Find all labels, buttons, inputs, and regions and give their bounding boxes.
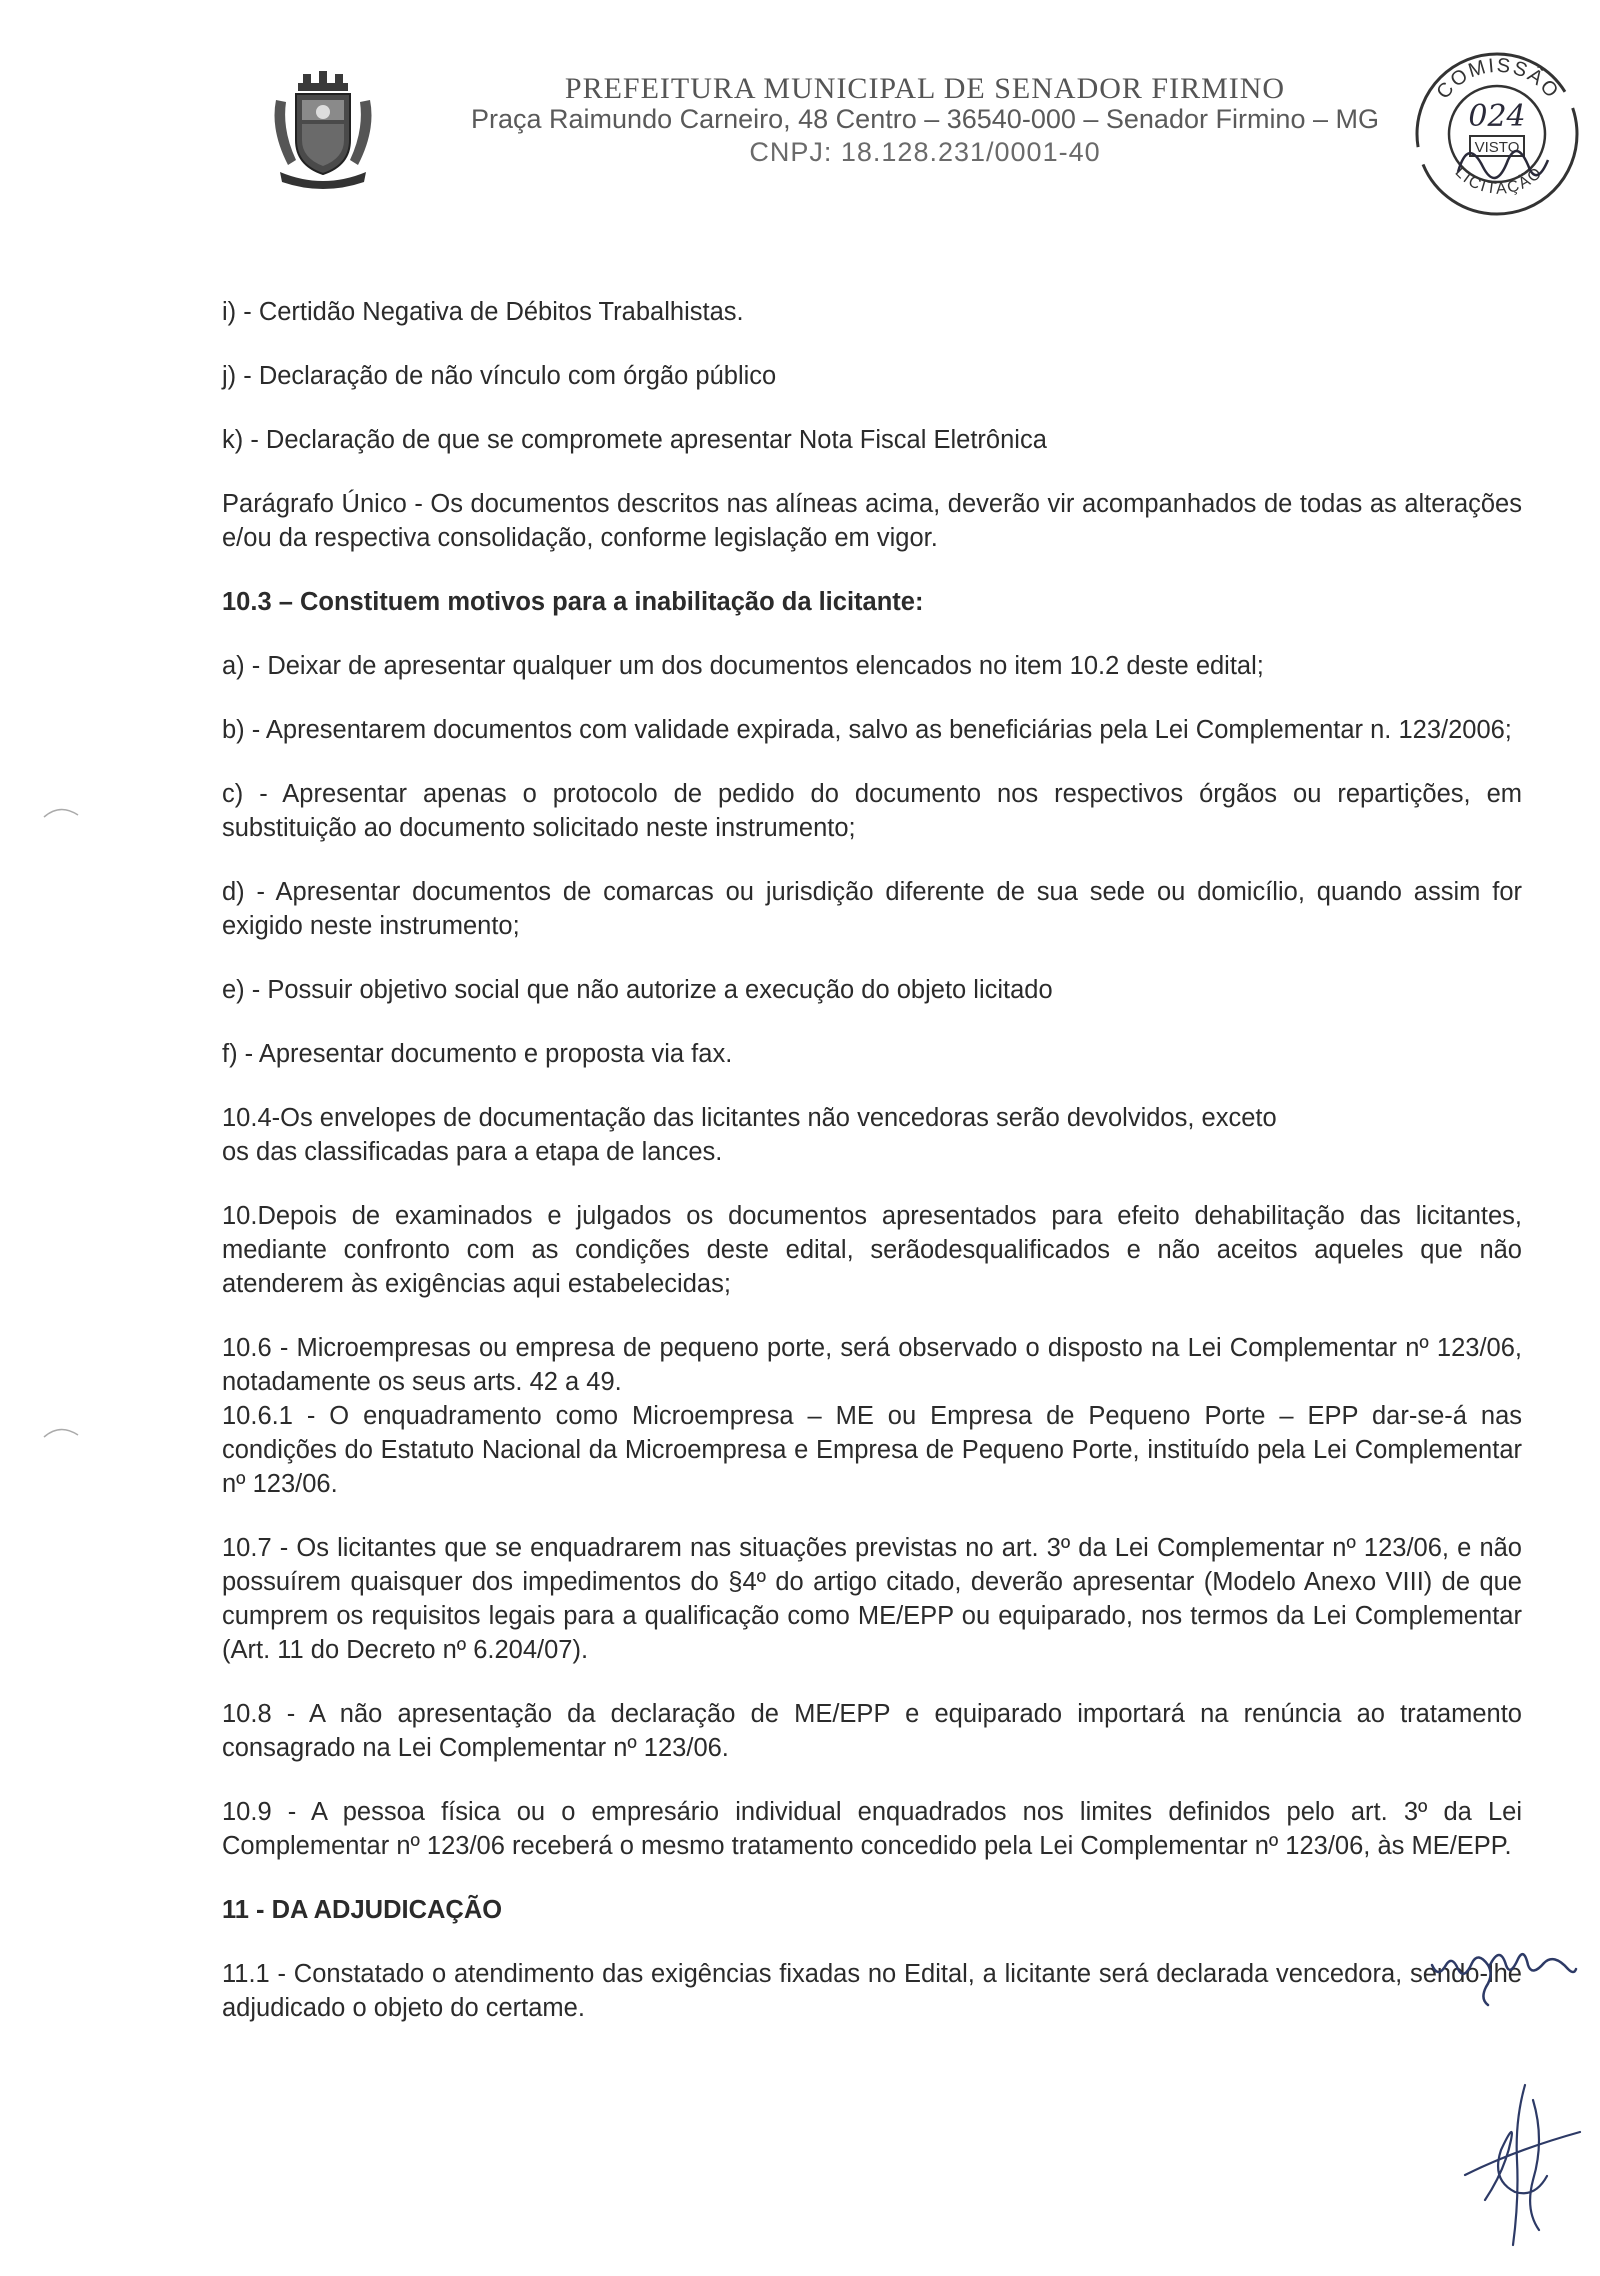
item-10-3-d: d) - Apresentar documentos de comarcas ou jurisdição diferente de sua sede ou domicílio, quando assim for exigido neste instrumento; — [222, 878, 1522, 940]
section-10-4-line1: 10.4-Os envelopes de documentação das licitantes não vencedoras serão devolvidos, exceto — [222, 1104, 1277, 1132]
section-10-5: 10.Depois de examinados e julgados os documentos apresentados para efeito dehabilitação das licitantes, mediante confronto com as condições deste edital, serãodesqualificados e não aceitos aqueles que não atenderem às exigências aqui estabelecidas; — [222, 1202, 1522, 1298]
item-10-3-e: e) - Possuir objetivo social que não autorize a execução do objeto licitado — [222, 976, 1053, 1004]
svg-text:LICITAÇÃO — [1452, 164, 1547, 198]
item-10-3-c: c) - Apresentar apenas o protocolo de pedido do documento nos respectivos órgãos ou repartições, em substituição ao documento solicitado neste instrumento; — [222, 780, 1522, 842]
section-10-3-heading: 10.3 – Constituem motivos para a inabilitação da licitante: — [222, 588, 924, 616]
municipal-coat-of-arms-icon — [268, 70, 378, 195]
item-j: j) - Declaração de não vínculo com órgão público — [222, 362, 777, 390]
margin-mark — [42, 1425, 82, 1439]
stamp-top-text: COMISSÃO — [1432, 54, 1564, 104]
section-10-4 — [222, 1101, 1522, 1169]
document-body — [222, 295, 1522, 2055]
section-10-4-line2: os das classificadas para a etapa de lances. — [222, 1138, 723, 1166]
section-11-1: 11.1 - Constatado o atendimento das exigências fixadas no Edital, a licitante será declarada vencedora, sendo-lhe adjudicado o objeto do certame. — [222, 1960, 1522, 2022]
margin-mark — [42, 805, 82, 819]
item-10-3-a: a) - Deixar de apresentar qualquer um dos documentos elencados no item 10.2 deste edital; — [222, 652, 1264, 680]
municipality-address: Praça Raimundo Carneiro, 48 Centro – 36540-000 – Senador Firmino – MG — [471, 104, 1379, 134]
item-10-3-f: f) - Apresentar documento e proposta via fax. — [222, 1040, 733, 1068]
section-10-6-1: 10.6.1 - O enquadramento como Microempresa – ME ou Empresa de Pequeno Porte – EPP dar-se-á nas condições do Estatuto Nacional da Microempresa e Empresa de Pequeno Porte, instituído pela Lei Complementar nº 123/06. — [222, 1402, 1522, 1498]
section-11-heading: 11 - DA ADJUDICAÇÃO — [222, 1896, 503, 1924]
item-k: k) - Declaração de que se compromete apresentar Nota Fiscal Eletrônica — [222, 426, 1047, 454]
municipality-cnpj: CNPJ: 18.128.231/0001-40 — [749, 137, 1101, 167]
stamp-bottom-text: LICITAÇÃO — [1451, 163, 1547, 198]
svg-text:COMISSÃO — [1432, 55, 1563, 104]
handwritten-initials-signature — [1428, 1935, 1578, 2010]
section-10-8: 10.8 - A não apresentação da declaração de ME/EPP e equiparado importará na renúncia ao tratamento consagrado na Lei Complementar nº 123/06. — [222, 1700, 1522, 1762]
section-10-9: 10.9 - A pessoa física ou o empresário individual enquadrados nos limites definidos pelo art. 3º da Lei Complementar nº 123/06 receberá o mesmo tratamento concedido pela Lei Complementar nº 123/06, às ME/EPP. — [222, 1798, 1522, 1860]
stamp-visto: VISTO — [1474, 139, 1520, 156]
paragrafo-unico: Parágrafo Único - Os documentos descritos nas alíneas acima, deverão vir acompanhados de todas as alterações e/ou da respectiva consolidação, conforme legislação em vigor. — [222, 490, 1522, 552]
section-10-6: 10.6 - Microempresas ou empresa de pequeno porte, será observado o disposto na Lei Complementar nº 123/06, notadamente os seus arts. 42 a 49. — [222, 1334, 1522, 1396]
item-10-3-b: b) - Apresentarem documentos com validade expirada, salvo as beneficiárias pela Lei Complementar n. 123/2006; — [222, 716, 1512, 744]
handwritten-signature — [1455, 2080, 1585, 2250]
municipality-name: PREFEITURA MUNICIPAL DE SENADOR FIRMINO — [564, 72, 1286, 105]
commission-stamp — [1408, 42, 1586, 220]
section-10-7: 10.7 - Os licitantes que se enquadrarem nas situações previstas no art. 3º da Lei Complementar nº 123/06, e não possuírem quaisquer dos impedimentos do §4º do artigo citado, deverão apresentar (Modelo Anexo VIII) de que cumprem os requisitos legais para a qualificação como ME/EPP ou equiparado, nos termos da Lei Complementar (Art. 11 do Decreto nº 6.204/07). — [222, 1534, 1522, 1664]
item-i: i) - Certidão Negativa de Débitos Trabalhistas. — [222, 298, 744, 326]
stamp-number: 024 — [1468, 99, 1526, 134]
